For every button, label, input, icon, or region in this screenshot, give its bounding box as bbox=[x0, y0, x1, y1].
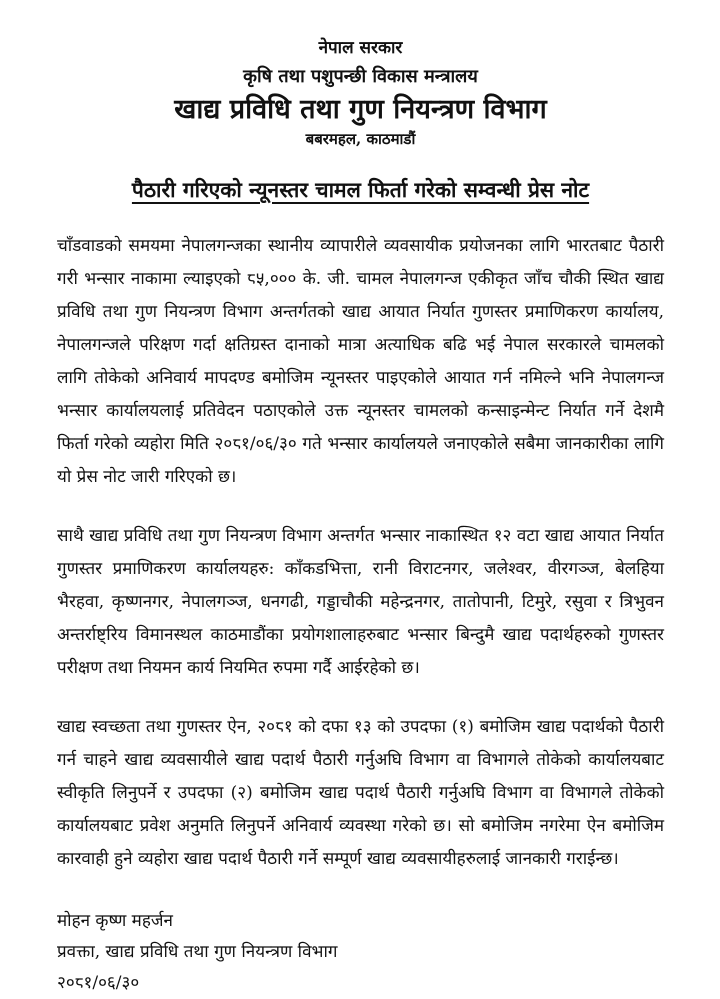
signatory-name: मोहन कृष्ण महर्जन bbox=[57, 911, 173, 931]
ministry-name: कृषि तथा पशुपन्छी विकास मन्त्रालय bbox=[243, 66, 478, 87]
document-header bbox=[57, 36, 664, 150]
paragraph-act-provisions: खाद्य स्वच्छता तथा गुणस्तर ऐन, २०८१ को दफा १३ को उपदफा (१) बमोजिम खाद्य पदार्थको पैठारी गर्न चाहने खाद्य व्यवसायीले खाद्य पदार्थ पैठारी गर्नुअघि विभाग वा विभागले तोकेको कार्यालयबाट स्वीकृति लिनुपर्ने र उपदफा (२) बमोजिम खाद्य पदार्थ पैठारी गर्नुअघि विभाग वा विभागले तोकेको कार्यालयबाट प्रवेश अनुमति लिनुपर्ने अनिवार्य व्यवस्था गरेको छ। सो बमोजिम नगरेमा ऐन बमोजिम कारवाही हुने व्यहोरा खाद्य पदार्थ पैठारी गर्ने सम्पूर्ण खाद्य व्यवसायीहरुलाई जानकारी गराईन्छ। bbox=[57, 717, 664, 869]
document-title-row bbox=[57, 176, 664, 204]
signature-date: २०८१/०६/३० bbox=[57, 973, 140, 993]
government-name: नेपाल सरकार bbox=[318, 38, 403, 58]
signature-block bbox=[57, 906, 664, 999]
document-title: पैठारी गरिएको न्यूनस्तर चामल फिर्ता गरेको सम्वन्धी प्रेस नोट bbox=[131, 177, 590, 202]
signatory-designation: प्रवक्ता, खाद्य प्रविधि तथा गुण नियन्त्रण विभाग bbox=[57, 942, 338, 962]
paragraph-certification-offices: साथै खाद्य प्रविधि तथा गुण नियन्त्रण विभाग अन्तर्गत भन्सार नाकास्थित १२ वटा खाद्य आयात निर्यात गुणस्तर प्रमाणिकरण कार्यालयहरु: काँकडभित्ता, रानी विराटनगर, जलेश्वर, वीरगञ्ज, बेलहिया भैरहवा, कृष्णनगर, नेपालगञ्ज, धनगढी, गड्डाचौकी महेन्द्रनगर, तातोपानी, टिमुरे, रसुवा र त्रिभुवन अन्तर्राष्ट्रिय विमानस्थल काठमाडौंका प्रयोगशालाहरुबाट भन्सार बिन्दुमै खाद्य पदार्थहरुको गुणस्तर परीक्षण तथा नियमन कार्य नियमित रुपमा गर्दै आईरहेको छ। bbox=[57, 526, 664, 678]
department-address: बबरमहल, काठमाडौं bbox=[305, 130, 416, 148]
paragraph-rice-return: चाँडवाडको समयमा नेपालगन्जका स्थानीय व्यापारीले व्यवसायीक प्रयोजनका लागि भारतबाट पैठारी गरी भन्सार नाकामा ल्याइएको ८५,००० के. जी. चामल नेपालगन्ज एकीकृत जाँच चौकी स्थित खाद्य प्रविधि तथा गुण नियन्त्रण विभाग अन्तर्गतको खाद्य आयात निर्यात गुणस्तर प्रमाणिकरण कार्यालय, नेपालगन्जले परिक्षण गर्दा क्षतिग्रस्त दानाको मात्रा अत्याधिक बढि भई नेपाल सरकारले चामलको लागि तोकेको अनिवार्य मापदण्ड बमोजिम न्यूनस्तर पाइएकोले आयात गर्न नमिल्ने भनि नेपालगन्ज भन्सार कार्यालयलाई प्रतिवेदन पठाएकोले उक्त न्यूनस्तर चामलको कन्साइन्मेन्ट निर्यात गर्ने देशमै फिर्ता गरेको व्यहोरा मिति २०८१/०६/३० गते भन्सार कार्यालयले जनाएकोले सबैमा जानकारीका लागि यो प्रेस नोट जारी गरिएको छ। bbox=[57, 236, 665, 487]
department-name: खाद्य प्रविधि तथा गुण नियन्त्रण विभाग bbox=[174, 94, 547, 125]
